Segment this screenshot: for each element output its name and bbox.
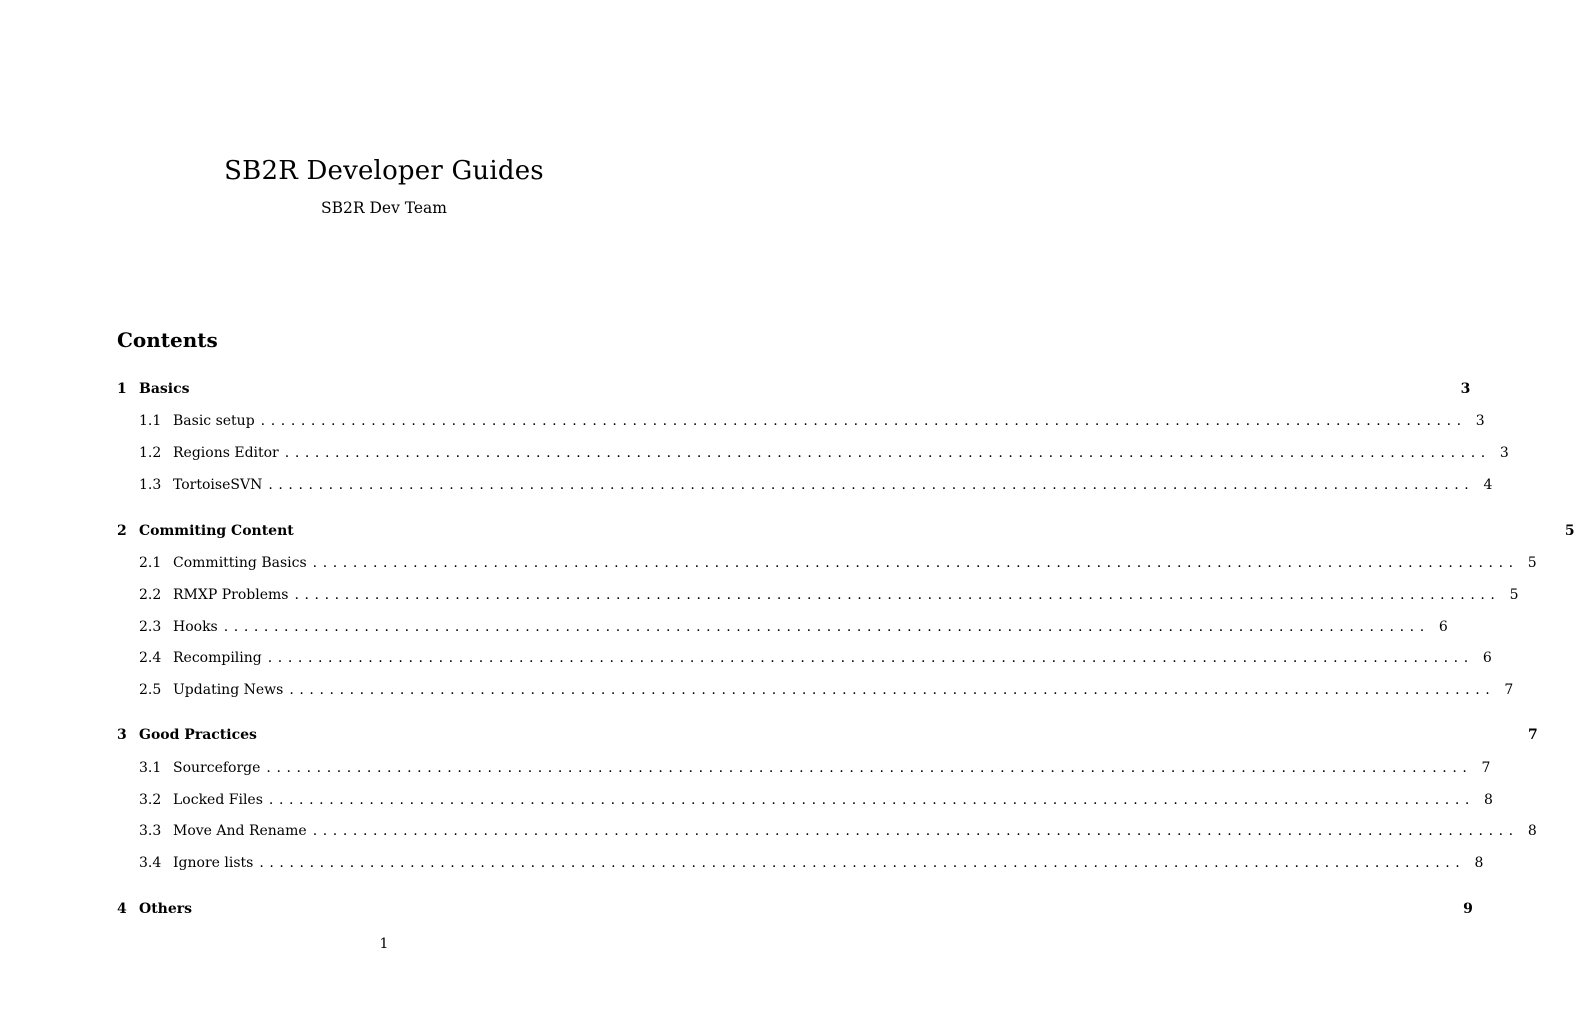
toc-entry-number: 1.3 [139, 477, 162, 493]
toc-entry-title: Committing Basics [173, 555, 307, 571]
toc-subsection-entry[interactable] [117, 442, 1509, 464]
toc-section-entry[interactable] [117, 520, 1575, 542]
toc-entry-page: 3 [1499, 445, 1509, 461]
toc-entry-number: 2.2 [139, 587, 162, 603]
toc-subsection-entry[interactable] [117, 852, 1484, 874]
toc-entry-title: RMXP Problems [173, 587, 289, 603]
toc-section-entry[interactable] [117, 378, 1471, 400]
toc-subsection-entry[interactable] [117, 679, 1514, 701]
toc-entry-page: 5 [1509, 587, 1519, 603]
toc-entry-number: 3 [117, 727, 127, 743]
toc-entry-page: 3 [1460, 381, 1471, 397]
toc-entry-page: 3 [1475, 413, 1485, 429]
toc-entry-page: 6 [1438, 619, 1448, 635]
toc-entry-page: 4 [1483, 477, 1493, 493]
toc-dot-leader: ........................................................................................................................ [294, 587, 1501, 603]
toc-dot-leader: ........................................................................................................................ [289, 682, 1496, 698]
toc-dot-leader: ........................................................................................................................ [284, 445, 1491, 461]
toc-subsection-entry[interactable] [117, 552, 1537, 574]
document-author: SB2R Dev Team [321, 199, 447, 217]
toc-entry-title: Locked Files [173, 792, 263, 808]
toc-entry-page: 8 [1474, 855, 1484, 871]
toc-entry-title: Basics [139, 381, 190, 397]
toc-subsection-entry[interactable] [117, 616, 1448, 638]
toc-subsection-entry[interactable] [117, 789, 1493, 811]
toc-dot-leader: ........................................................................................................................ [259, 855, 1466, 871]
toc-entry-title: Updating News [173, 682, 284, 698]
toc-section-entry[interactable] [117, 724, 1538, 746]
toc-entry-number: 1.1 [139, 413, 162, 429]
toc-entry-number: 2 [117, 523, 127, 539]
toc-entry-number: 3.4 [139, 855, 162, 871]
toc-entry-number: 2.5 [139, 682, 162, 698]
toc-entry-title: Hooks [173, 619, 218, 635]
toc-entry-number: 3.2 [139, 792, 162, 808]
toc-entry-page: 7 [1528, 727, 1538, 743]
toc-subsection-entry[interactable] [117, 757, 1491, 779]
toc-entry-title: Commiting Content [139, 523, 294, 539]
toc-entry-title: Basic setup [173, 413, 255, 429]
toc-subsection-entry[interactable] [117, 474, 1493, 496]
toc-entry-page: 7 [1481, 760, 1491, 776]
toc-entry-title: Others [139, 901, 193, 917]
toc-entry-number: 2.4 [139, 650, 162, 666]
toc-dot-leader: ........................................................................................................................ [260, 413, 1467, 429]
toc-dot-leader: ........................................................................................................................ [266, 760, 1473, 776]
toc-dot-leader: ........................................................................................................................ [223, 619, 1430, 635]
toc-entry-number: 2.3 [139, 619, 162, 635]
toc-entry-page: 5 [1564, 523, 1575, 539]
toc-dot-leader: ........................................................................................................................ [312, 823, 1519, 839]
toc-entry-number: 1 [117, 381, 127, 397]
contents-heading: Contents [117, 328, 218, 352]
toc-entry-title: Good Practices [139, 727, 257, 743]
toc-entry-title: TortoiseSVN [173, 477, 263, 493]
toc-entry-title: Move And Rename [173, 823, 307, 839]
toc-entry-title: Recompiling [173, 650, 262, 666]
toc-entry-number: 3.1 [139, 760, 162, 776]
toc-entry-title: Ignore lists [173, 855, 254, 871]
toc-entry-page: 8 [1527, 823, 1537, 839]
toc-entry-number: 1.2 [139, 445, 162, 461]
toc-subsection-entry[interactable] [117, 647, 1492, 669]
toc-entry-number: 2.1 [139, 555, 162, 571]
toc-dot-leader: ........................................................................................................................ [268, 477, 1475, 493]
toc-dot-leader: ........................................................................................................................ [312, 555, 1519, 571]
page-number: 1 [379, 936, 389, 952]
toc-entry-page: 5 [1527, 555, 1537, 571]
toc-dot-leader: ........................................................................................................................ [268, 792, 1475, 808]
toc-entry-title: Regions Editor [173, 445, 279, 461]
toc-subsection-entry[interactable] [117, 410, 1485, 432]
toc-entry-page: 9 [1463, 901, 1473, 917]
toc-entry-title: Sourceforge [173, 760, 261, 776]
toc-dot-leader: ........................................................................................................................ [267, 650, 1474, 666]
toc-entry-page: 6 [1482, 650, 1492, 666]
toc-entry-number: 3.3 [139, 823, 162, 839]
document-title: SB2R Developer Guides [224, 156, 544, 186]
toc-subsection-entry[interactable] [117, 584, 1519, 606]
toc-entry-page: 8 [1484, 792, 1493, 808]
toc-entry-page: 7 [1504, 682, 1514, 698]
toc-entry-number: 4 [117, 901, 127, 917]
toc-subsection-entry[interactable] [117, 820, 1537, 842]
toc-section-entry[interactable] [117, 898, 1473, 920]
